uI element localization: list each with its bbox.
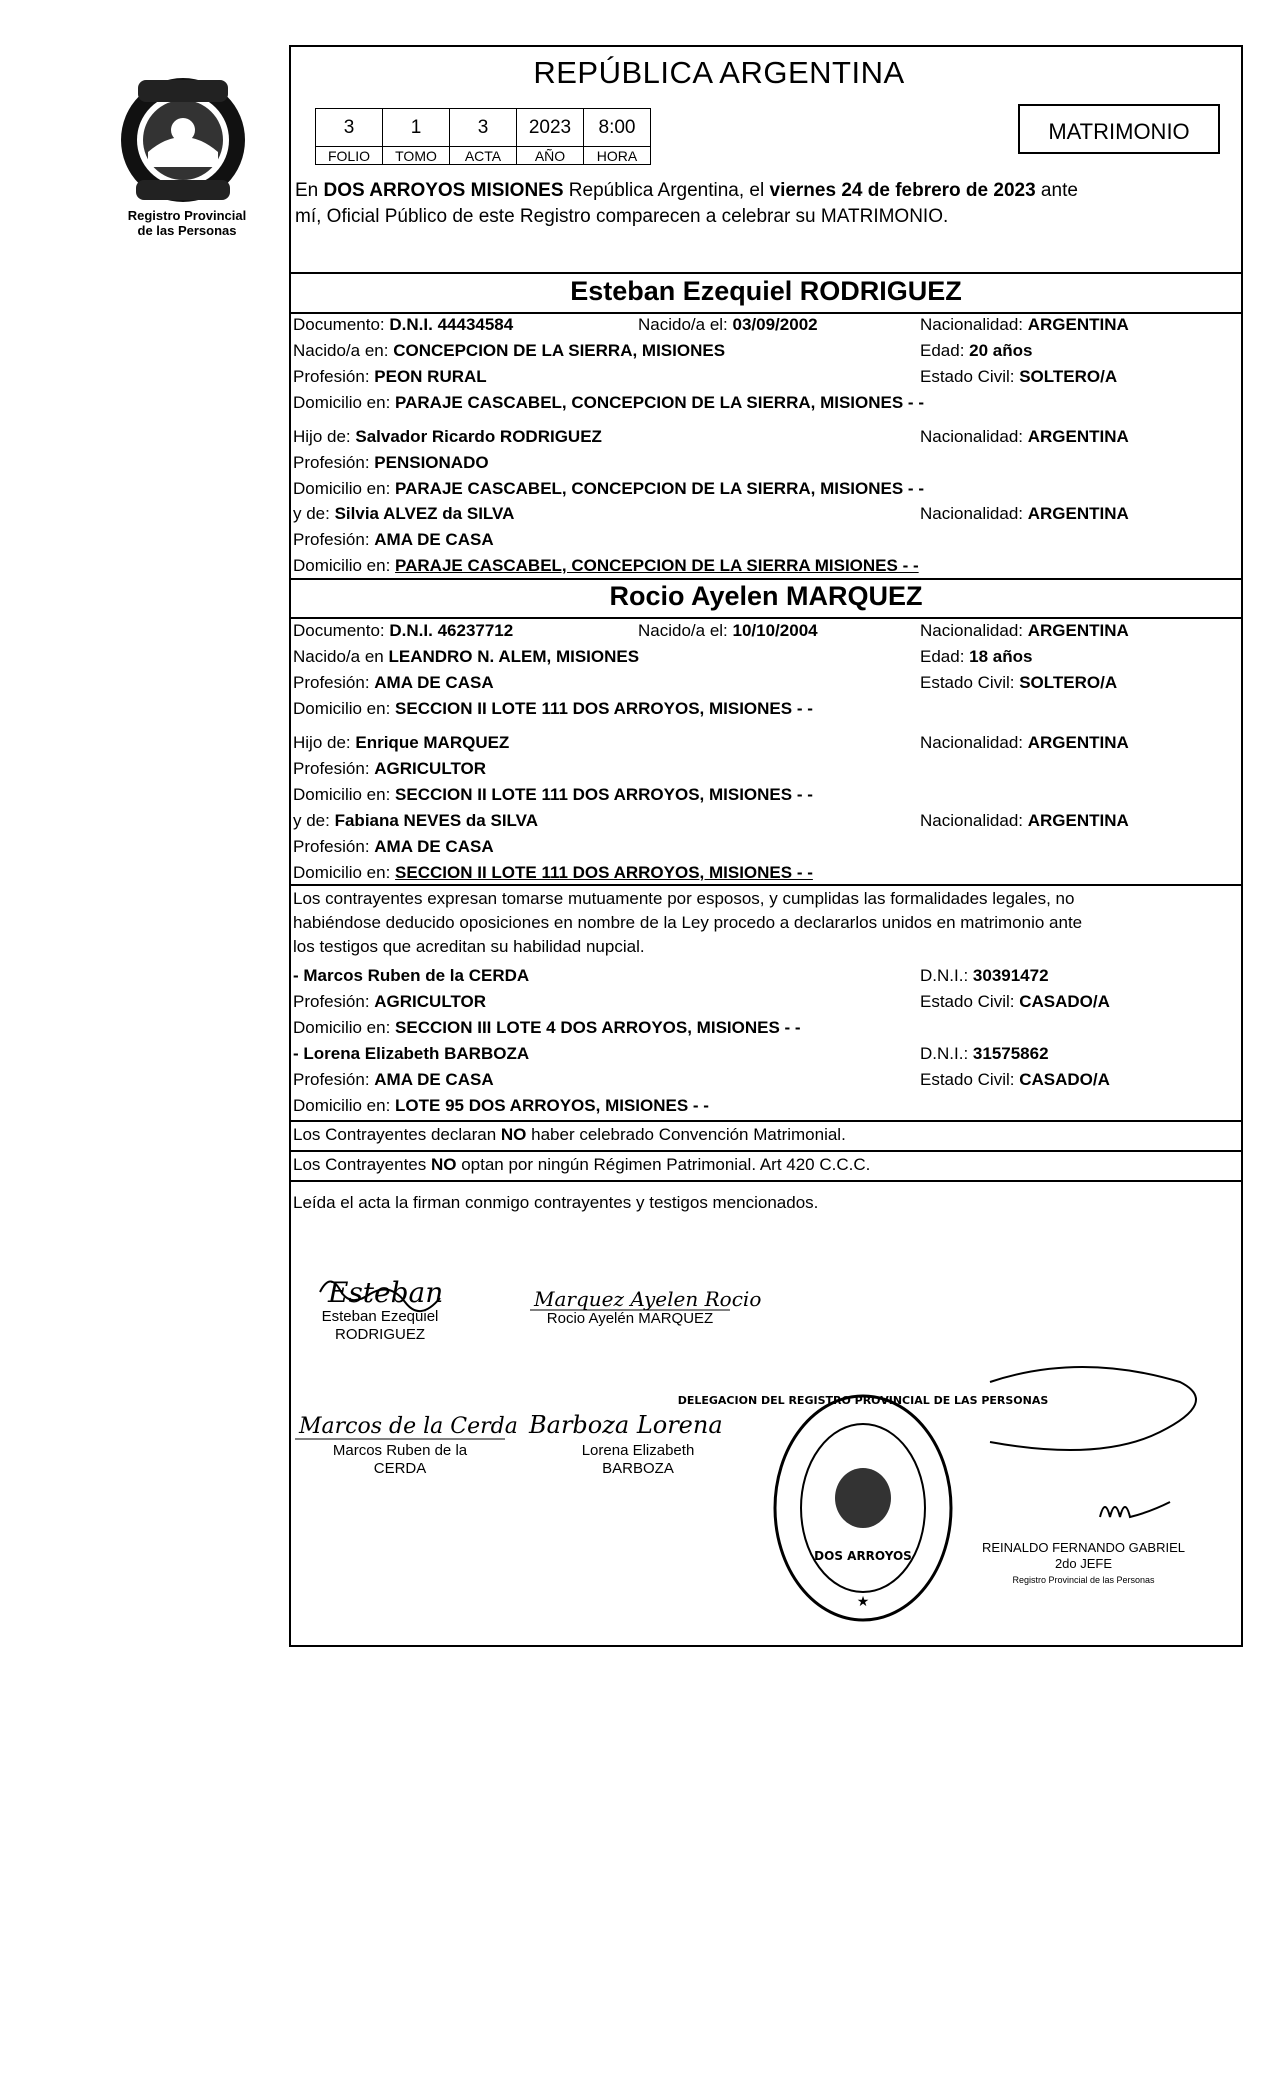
svg-text:Esteban: Esteban xyxy=(328,1276,444,1309)
svg-text:Marquez Ayelen Rocio: Marquez Ayelen Rocio xyxy=(534,1287,762,1311)
tomo-value: 1 xyxy=(383,109,450,147)
bride-mother-profession: Profesión: AMA DE CASA xyxy=(293,837,494,856)
witness-1-signature xyxy=(295,1405,518,1445)
official-block xyxy=(982,1540,1185,1588)
groom-father-profession: Profesión: PENSIONADO xyxy=(293,453,489,472)
bride-name: Rocio Ayelen MARQUEZ xyxy=(609,581,923,611)
witness-1-profession: Profesión: AGRICULTOR xyxy=(293,992,487,1011)
bride-nationality: Nacionalidad: ARGENTINA xyxy=(920,621,1129,640)
witness-2-signature xyxy=(525,1405,765,1445)
svg-text:Marcos de la Cerda: Marcos de la Cerda xyxy=(299,1414,518,1439)
bride-birthplace: Nacido/a en LEANDRO N. ALEM, MISIONES xyxy=(293,647,640,666)
acta-value: 3 xyxy=(450,109,517,147)
official-name: REINALDO FERNANDO GABRIEL xyxy=(982,1540,1185,1555)
groom-mother-address: Domicilio en: PARAJE CASCABEL, CONCEPCION DE LA SIERRA MISIONES - - xyxy=(293,556,919,575)
convention-statement: Los Contrayentes declaran NO haber celebrado Convención Matrimonial. xyxy=(293,1125,846,1144)
folio-label: FOLIO xyxy=(316,147,383,165)
witness-2-profession: Profesión: AMA DE CASA xyxy=(293,1070,494,1089)
declaration-line-3: los testigos que acreditan su habilidad nupcial. xyxy=(293,937,645,956)
groom-name: Esteban Ezequiel RODRIGUEZ xyxy=(570,276,962,306)
groom-age: Edad: 20 años xyxy=(920,341,1033,360)
svg-text:DOS ARROYOS: DOS ARROYOS xyxy=(814,1549,912,1563)
svg-text:★: ★ xyxy=(856,1593,870,1609)
bride-civil-status: Estado Civil: SOLTERO/A xyxy=(920,673,1118,692)
witness-1-civil-status: Estado Civil: CASADO/A xyxy=(920,992,1110,1011)
regime-statement: Los Contrayentes NO optan por ningún Régimen Patrimonial. Art 420 C.C.C. xyxy=(293,1155,871,1174)
ano-label: AÑO xyxy=(517,147,584,165)
folio-value: 3 xyxy=(316,109,383,147)
groom-father-address: Domicilio en: PARAJE CASCABEL, CONCEPCION DE LA SIERRA, MISIONES - - xyxy=(293,479,924,498)
groom-profession: Profesión: PEON RURAL xyxy=(293,367,487,386)
witness-1-signature-caption: Marcos Ruben de la CERDA xyxy=(332,1442,468,1477)
reading-statement: Leída el acta la firman conmigo contrayentes y testigos mencionados. xyxy=(293,1193,819,1212)
groom-address: Domicilio en: PARAJE CASCABEL, CONCEPCION DE LA SIERRA, MISIONES - - xyxy=(293,393,924,412)
svg-text:Barboza Lorena: Barboza Lorena xyxy=(529,1411,723,1439)
groom-mother-profession: Profesión: AMA DE CASA xyxy=(293,530,494,549)
ano-value: 2023 xyxy=(517,109,584,147)
witness-2-dni: D.N.I.: 31575862 xyxy=(920,1044,1049,1063)
groom-documento: Documento: D.N.I. 44434584 xyxy=(293,315,514,334)
groom-birthplace: Nacido/a en: CONCEPCION DE LA SIERRA, MISIONES xyxy=(293,341,726,360)
bride-age: Edad: 18 años xyxy=(920,647,1033,666)
document-title: REPÚBLICA ARGENTINA xyxy=(533,55,905,90)
groom-father-nationality: Nacionalidad: ARGENTINA xyxy=(920,427,1129,446)
hora-value: 8:00 xyxy=(584,109,651,147)
groom-civil-status: Estado Civil: SOLTERO/A xyxy=(920,367,1118,386)
bride-father-address: Domicilio en: SECCION II LOTE 111 DOS ARROYOS, MISIONES - - xyxy=(293,785,813,804)
groom-mother: y de: Silvia ALVEZ da SILVA xyxy=(293,504,515,523)
tomo-label: TOMO xyxy=(383,147,450,165)
witness-2-civil-status: Estado Civil: CASADO/A xyxy=(920,1070,1110,1089)
bride-father-nationality: Nacionalidad: ARGENTINA xyxy=(920,733,1129,752)
witness-1-dni: D.N.I.: 30391472 xyxy=(920,966,1049,985)
witness-1-name: - Marcos Ruben de la CERDA xyxy=(293,966,530,985)
bride-address: Domicilio en: SECCION II LOTE 111 DOS ARROYOS, MISIONES - - xyxy=(293,699,813,718)
bride-signature-caption: Rocio Ayelén MARQUEZ xyxy=(546,1310,714,1327)
bride-documento: Documento: D.N.I. 46237712 xyxy=(293,621,514,640)
acta-label: ACTA xyxy=(450,147,517,165)
logo-caption: Registro Provincial de las Personas xyxy=(127,208,247,238)
declaration-line-2: habiéndose deducido oposiciones en nombre de la Ley procedo a declararlos unidos en matrimonio ante xyxy=(293,913,1083,932)
groom-nationality: Nacionalidad: ARGENTINA xyxy=(920,315,1129,334)
bride-father-profession: Profesión: AGRICULTOR xyxy=(293,759,487,778)
provincial-registry-logo xyxy=(108,72,258,207)
groom-birthdate: Nacido/a el: 03/09/2002 xyxy=(638,315,818,334)
official-signature xyxy=(930,1362,1230,1542)
bride-birthdate: Nacido/a el: 10/10/2004 xyxy=(638,621,818,640)
official-role: 2do JEFE xyxy=(1054,1556,1113,1571)
bride-mother: y de: Fabiana NEVES da SILVA xyxy=(293,811,539,830)
bride-mother-address: Domicilio en: SECCION II LOTE 111 DOS ARROYOS, MISIONES - - xyxy=(293,863,813,882)
groom-mother-nationality: Nacionalidad: ARGENTINA xyxy=(920,504,1129,523)
bride-profession: Profesión: AMA DE CASA xyxy=(293,673,494,692)
bride-father: Hijo de: Enrique MARQUEZ xyxy=(293,733,510,752)
record-number-table xyxy=(315,108,651,165)
intro-paragraph: En DOS ARROYOS MISIONES República Argentina, el viernes 24 de febrero de 2023 ante mí, Oficial Público de este Registro comparecen a celebrar su MATRIMONIO. xyxy=(295,180,1078,227)
witness-2-signature-caption: Lorena Elizabeth BARBOZA xyxy=(581,1442,695,1477)
witness-2-address: Domicilio en: LOTE 95 DOS ARROYOS, MISIONES - - xyxy=(293,1096,709,1115)
declaration-line-1: Los contrayentes expresan tomarse mutuamente por esposos, y cumplidas las formalidades legales, no xyxy=(293,889,1075,908)
groom-signature-caption: Esteban Ezequiel RODRIGUEZ xyxy=(321,1308,439,1343)
act-type-box: MATRIMONIO xyxy=(1018,104,1220,154)
bride-mother-nationality: Nacionalidad: ARGENTINA xyxy=(920,811,1129,830)
groom-father: Hijo de: Salvador Ricardo RODRIGUEZ xyxy=(293,427,602,446)
official-org: Registro Provincial de las Personas xyxy=(1012,1575,1155,1585)
witness-2-name: - Lorena Elizabeth BARBOZA xyxy=(293,1044,530,1063)
witness-1-address: Domicilio en: SECCION III LOTE 4 DOS ARROYOS, MISIONES - - xyxy=(293,1018,801,1037)
svg-text:DELEGACION DEL REGISTRO PROVIN: DELEGACION DEL REGISTRO PROVINCIAL DE LAS PERSONAS xyxy=(677,1394,1049,1407)
hora-label: HORA xyxy=(584,147,651,165)
